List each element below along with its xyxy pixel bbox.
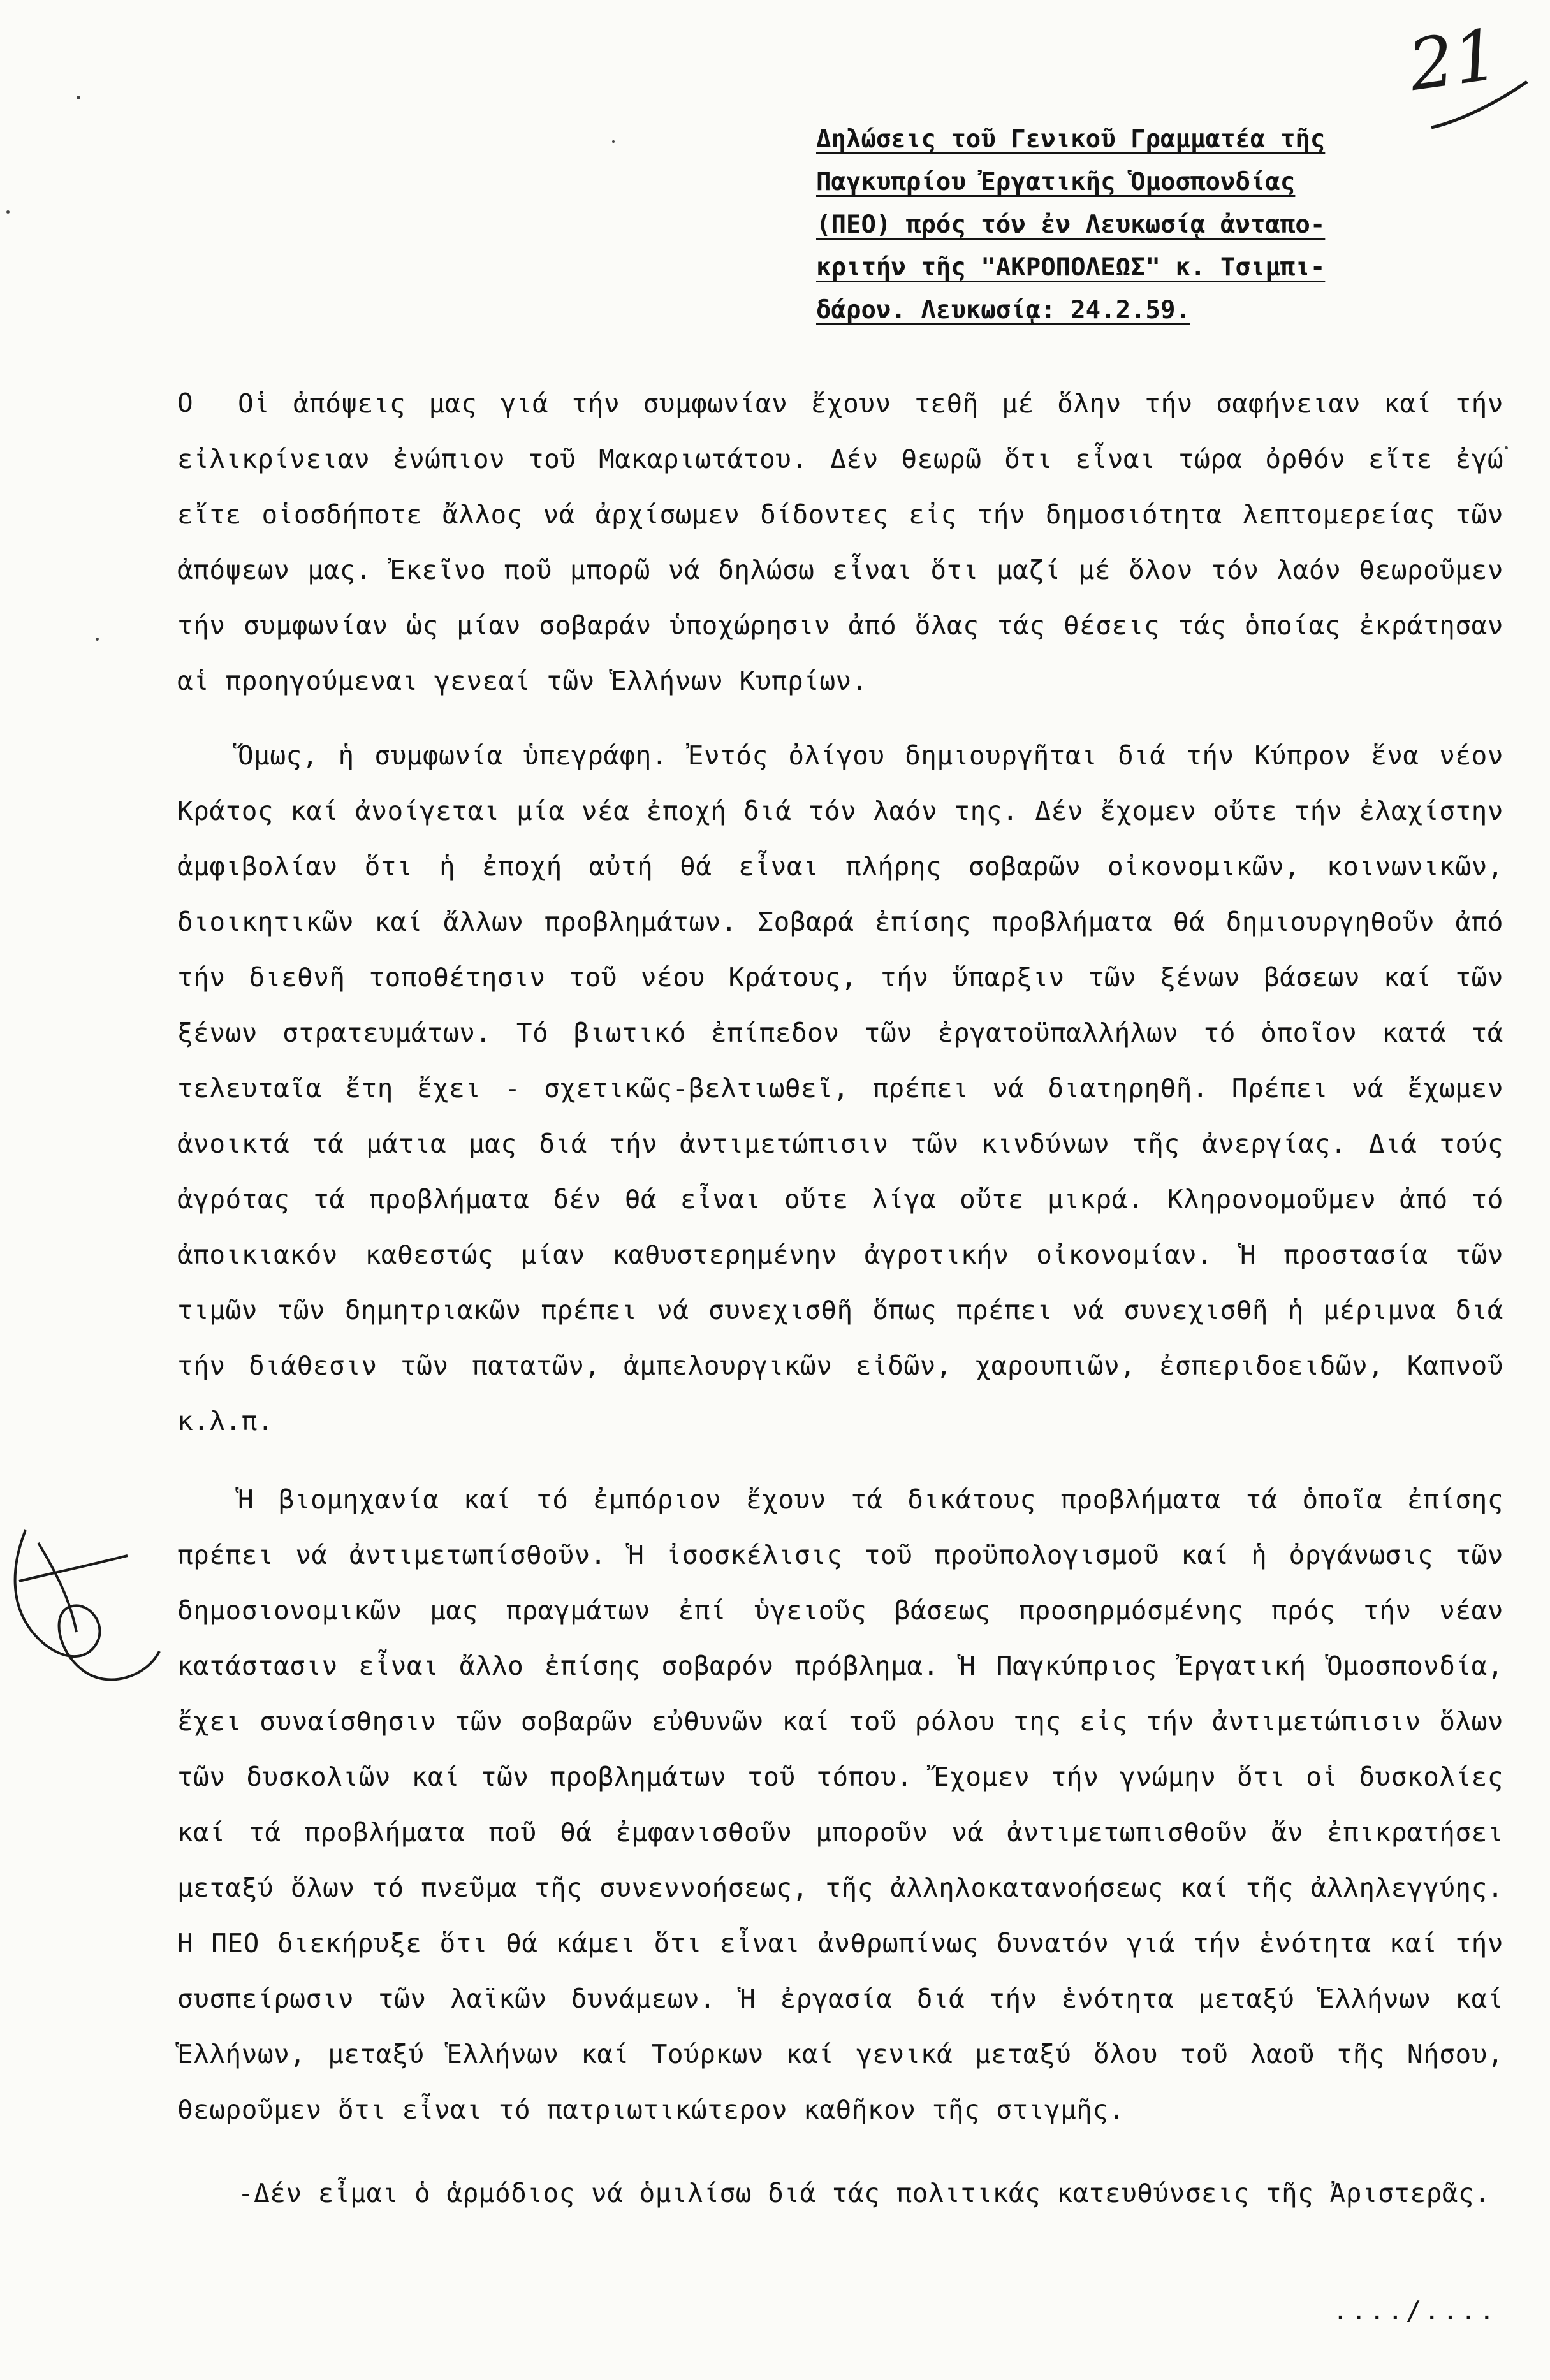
- paper-speck: [1505, 446, 1508, 449]
- margin-mark: O: [177, 388, 193, 418]
- paper-speck: [77, 96, 80, 99]
- page-number-stroke: [1428, 77, 1530, 134]
- paragraph-4: -Δέν εἶμαι ὁ ἁρμόδιος νά ὁμιλίσω διά τάς πολιτικάς κατευθύνσεις τῆς Ἀριστερᾶς.: [238, 2178, 1491, 2208]
- paragraph-2: Ὅμως, ἡ συμφωνία ὑπεγράφη. Ἐντός ὀλίγου δημιουργῆται διά τήν Κύπρον ἕνα νέον Κράτος καί ἀνοίγεται μία νέα ἐποχή διά τόν λαόν της. Δέν ἔχομεν οὔτε τήν ἐλαχίστην ἀμφιβολίαν ὅτι ἡ ἐποχή αὐτή θά εἶναι πλήρης σοβαρῶν οἰκονομικῶν, κοινωνικῶν, διοικητικῶν καί ἄλλων προβλημάτων. Σοβαρά ἐπίσης προβλήματα θά δημιουργηθοῦν ἀπό τήν διεθνῆ τοποθέτησιν τοῦ νέου Κράτους, τήν ὕπαρξιν τῶν ξένων βάσεων καί τῶν ξένων στρατευμάτων. Τό βιωτικό ἐπίπεδον τῶν ἐργατοϋπαλλήλων τό ὁποῖον κατά τά τελευταῖα ἔτη ἔχει - σχετικῶς-βελτιωθεῖ, πρέπει νά διατηρηθῆ. Πρέπει νά ἔχωμεν ἀνοικτά τά μάτια μας διά τήν ἀντιμετώπισιν τῶν κινδύνων τῆς ἀνεργίας. Διά τούς ἀγρότας τά προβλήματα δέν θά εἶναι οὔτε λίγα οὔτε μικρά. Κληρονομοῦμεν ἀπό τό ἀποικιακόν καθεστώς μίαν καθυστερημένην ἀγροτικήν οἰκονομίαν. Ἡ προστασία τῶν τιμῶν τῶν δημητριακῶν πρέπει νά συνεχισθῆ ὅπως πρέπει νά συνεχισθῆ ἡ μέριμνα διά τήν διάθεσιν τῶν πατατῶν, ἀμπελουργικῶν εἰδῶν, χαρουπιῶν, ἐσπεριδοειδῶν, Καπνοῦ κ.λ.π.: [177, 740, 1503, 1436]
- document-header: Δηλώσεις τοῦ Γενικοῦ Γραμματέα τῆς Παγκυπρίου Ἐργατικῆς Ὁμοσπονδίας (ΠΕΟ) πρός τόν ἐν Λευκωσίᾳ ἀνταπο- κριτήν τῆς "ΑΚΡΟΠΟΛΕΩΣ" κ. Τσιμπι- δάρον. Λευκωσίᾳ: 24.2.59.: [816, 125, 1326, 325]
- paper-speck: [612, 140, 615, 143]
- continuation-mark: ..../....: [1333, 2295, 1498, 2326]
- paper-speck: [96, 638, 99, 641]
- document-body: [177, 376, 1503, 2221]
- paragraph-3: Ἡ βιομηχανία καί τό ἐμπόριον ἔχουν τά δικάτους προβλήματα τά ὁποῖα ἐπίσης πρέπει νά ἀντιμετωπίσθοῦν. Ἡ ἰσοσκέλισις τοῦ προϋπολογισμοῦ καί ἡ ὀργάνωσις τῶν δημοσιονομικῶν μας πραγμάτων ἐπί ὑγειοῦς βάσεως προσηρμόσμένης πρός τήν νέαν κατάστασιν εἶναι ἄλλο ἐπίσης σοβαρόν πρόβλημα. Ἡ Παγκύπριος Ἐργατική Ὁμοσπονδία, ἔχει συναίσθησιν τῶν σοβαρῶν εὐθυνῶν καί τοῦ ρόλου της εἰς τήν ἀντιμετώπισιν ὅλων τῶν δυσκολιῶν καί τῶν προβλημάτων τοῦ τόπου. Ἔχομεν τήν γνώμην ὅτι οἱ δυσκολίες καί τά προβλήματα ποῦ θά ἐμφανισθοῦν μποροῦν νά ἀντιμετωπισθοῦν ἄν ἐπικρατήσει μεταξύ ὅλων τό πνεῦμα τῆς συνεννοήσεως, τῆς ἀλληλοκατανοήσεως καί τῆς ἀλληλεγγύης. Η ΠΕΟ διεκήρυξε ὅτι θά κάμει ὅτι εἶναι ἀνθρωπίνως δυνατόν γιά τήν ἑνότητα καί τήν συσπείρωσιν τῶν λαϊκῶν δυνάμεων. Ἡ ἐργασία διά τήν ἑνότητα μεταξύ Ἑλλήνων καί Ἑλλήνων, μεταξύ Ἑλλήνων καί Τούρκων καί γενικά μεταξύ ὅλου τοῦ λαοῦ τῆς Νήσου, θεωροῦμεν ὅτι εἶναι τό πατριωτικώτερον καθῆκον τῆς στιγμῆς.: [177, 1484, 1503, 2125]
- paper-speck: [6, 210, 10, 214]
- handwritten-signature: [0, 1505, 166, 1696]
- paragraph-1: Οἱ ἀπόψεις μας γιά τήν συμφωνίαν ἔχουν τεθῆ μέ ὅλην τήν σαφήνειαν καί τήν εἰλικρίνειαν ἐνώπιον τοῦ Μακαριωτάτου. Δέν θεωρῶ ὅτι εἶναι τώρα ὀρθόν εἴτε ἐγώ εἴτε οἱοσδήποτε ἄλλος νά ἀρχίσωμεν δίδοντες εἰς τήν δημοσιότητα λεπτομερείας τῶν ἀπόψεων μας. Ἐκεῖνο ποῦ μπορῶ νά δηλώσω εἶναι ὅτι μαζί μέ ὅλον τόν λαόν θεωροῦμεν τήν συμφωνίαν ὡς μίαν σοβαράν ὑποχώρησιν ἀπό ὅλας τάς θέσεις τάς ὁποίας ἐκράτησαν αἱ προηγούμεναι γενεαί τῶν Ἑλλήνων Κυπρίων.: [177, 388, 1503, 696]
- handwritten-page-number: 21: [1403, 13, 1504, 107]
